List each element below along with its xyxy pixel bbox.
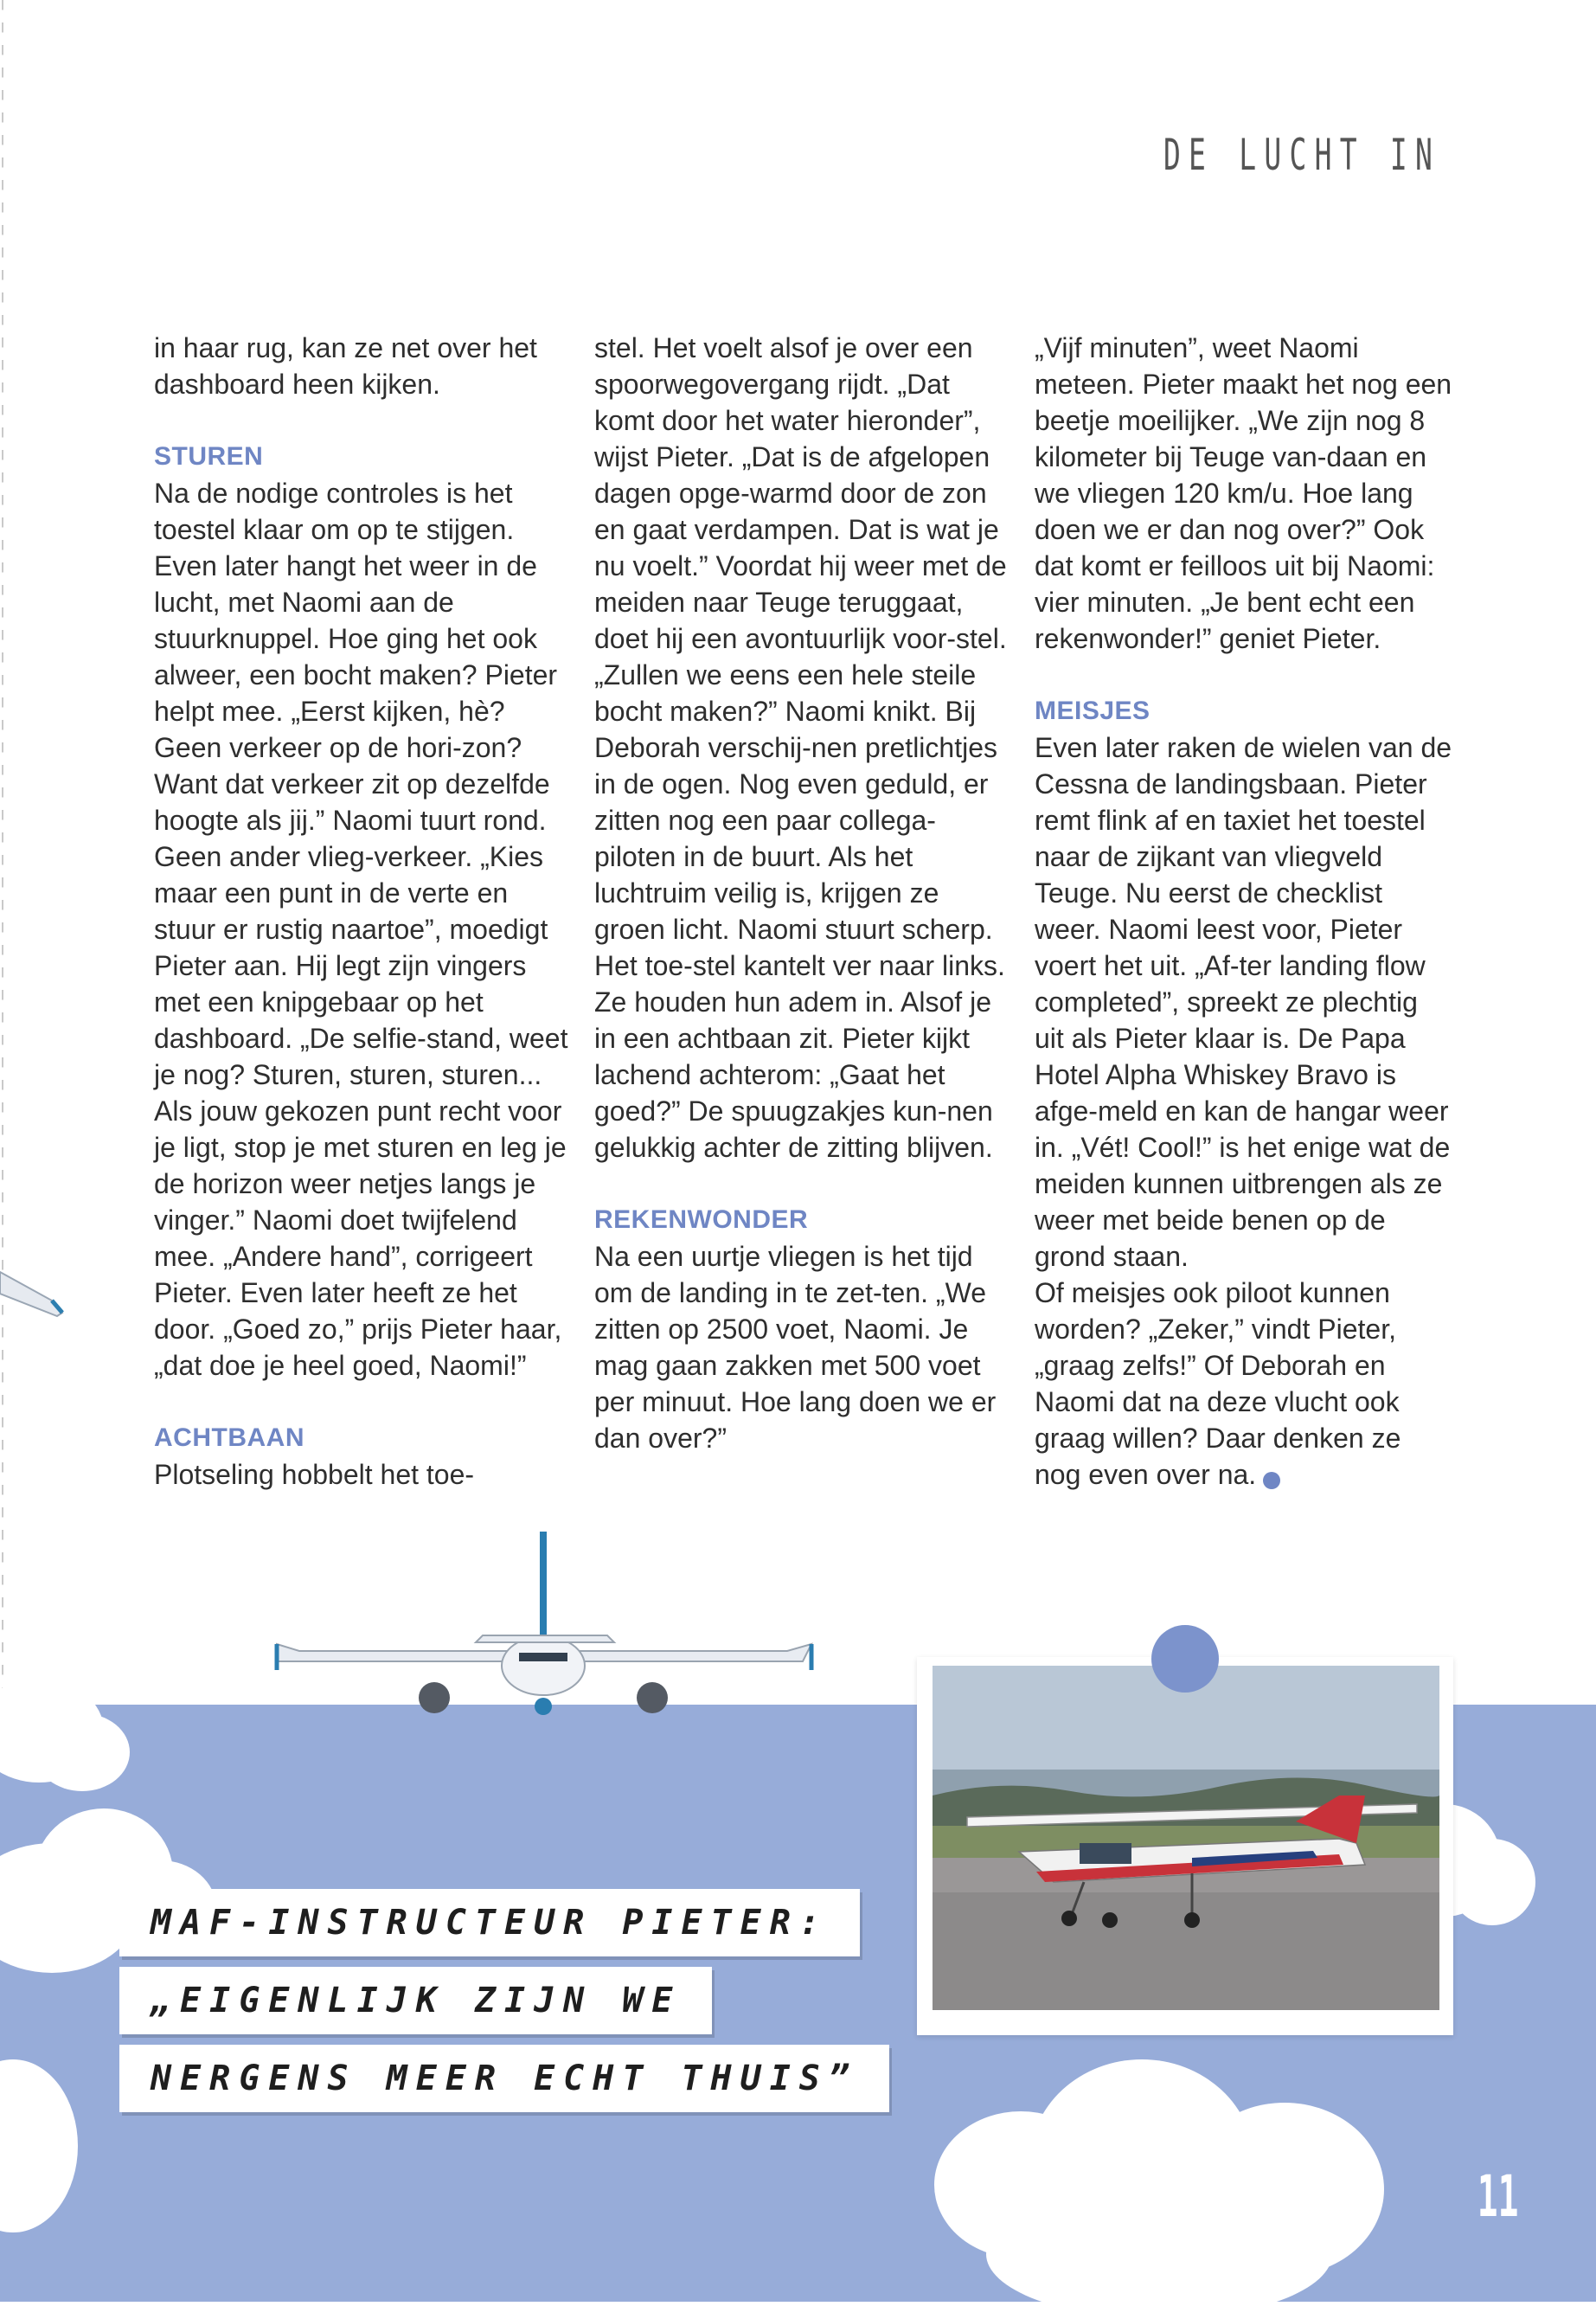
paragraph: Na een uurtje vliegen is het tijd om de landing in te zet-ten. „We zitten op 2500 voet, Naomi. Je mag gaan zakken met 500 voet per minuut. Hoe lang doen we er dan over?” [594,1241,997,1454]
cessna-photo [933,1666,1439,2010]
quote-line-2: „EIGENLIJK ZIJN WE [119,1967,712,2034]
heading-meisjes: MEISJES [1035,697,1151,725]
heading-achtbaan: ACHTBAAN [154,1423,304,1452]
paragraph: Plotseling hobbelt het toe- [154,1459,475,1490]
article-column-1 [154,330,574,1493]
heading-rekenwonder: REKENWONDER [594,1205,809,1234]
heading-sturen: STUREN [154,442,264,471]
cloud-left-top [0,1644,138,1783]
paragraph: stel. Het voelt alsof je over een spoorwegovergang rijdt. „Dat komt door het water hieronder”, wijst Pieter. „Dat is de afgelopen dagen opge-warmd door de zon en gaat verdampen. Dat is wat je nu voelt.” Voordat hij weer met de meiden naar Teuge teruggaat, doet hij een avontuurlijk voor-stel. „Zullen we eens een hele steile bocht maken?” Naomi knikt. Bij Deborah verschij-nen pretlichtjes in de ogen. Nog even geduld, er zitten nog een paar collega-piloten in de buurt. Als het luchtruim veilig is, krijgen ze groen licht. Naomi stuurt scherp. Het toe-stel kantelt ver naar links. Ze houden hun adem in. Alsof je in een achtbaan zit. Pieter kijkt lachend achterom: „Gaat het goed?” De spuugzakjes kun-nen gelukkig achter de zitting blijven. [594,332,1007,1163]
paragraph-closing [1035,1275,1454,1493]
closing-text: Of meisjes ook piloot kunnen worden? „Zeker,” vindt Pieter, „graag zelfs!” Of Deborah en Naomi dat na deze vlucht ook graag willen? Daar denken ze nog even over na. [1035,1277,1401,1490]
quote-line-1: MAF-INSTRUCTEUR PIETER: [119,1889,860,1956]
paragraph: „Vijf minuten”, weet Naomi meteen. Pieter maakt het nog een beetje moeilijker. „We zijn nog 8 kilometer bij Teuge van-daan en we vliegen 120 km/u. Hoe lang doen we er dan nog over?” Ook dat komt er feilloos uit bij Naomi: vier minuten. „Je bent echt een rekenwonder!” geniet Pieter. [1035,332,1452,654]
paragraph: Na de nodige controles is het toestel klaar om op te stijgen. Even later hangt het weer in de lucht, met Naomi aan de stuurknuppel. Hoe ging het ook alweer, een bocht maken? Pieter helpt mee. „Eerst kijken, hè? Geen verkeer op de hori-zon? Want dat verkeer zit op dezelfde hoogte als jij.” Naomi tuurt rond. Geen ander vlieg-verkeer. „Kies maar een punt in de verte en stuur er rustig naartoe”, moedigt Pieter aan. Hij legt zijn vingers met een knipgebaar op het dashboard. „De selfie-stand, weet je nog? Sturen, sturen, sturen... Als jouw gekozen punt recht voor je ligt, stop je met sturen en leg je de horizon weer netjes langs je vinger.” Naomi doet twijfelend mee. „Andere hand”, corrigeert Pieter. Even later heeft ze het door. „Goed zo,” prijs Pieter haar, „dat doe je heel goed, Naomi!” [154,478,568,1381]
photo-frame [917,1657,1453,2035]
quote-line-3: NERGENS MEER ECHT THUIS” [119,2045,889,2112]
paragraph: Even later raken de wielen van de Cessna de landingsbaan. Pieter remt flink af en taxiet het toestel naar de zijkant van vliegveld Teuge. Nu eerst de checklist weer. Naomi leest voor, Pieter voert het uit. „Af-ter landing flow completed”, spreekt ze plechtig uit als Pieter klaar is. De Papa Hotel Alpha Whiskey Bravo is afge-meld en kan de hangar weer in. „Vét! Cool!” is het enige wat de meiden kunnen uitbrengen als ze weer met beide benen op de grond staan. [1035,732,1452,1272]
cloud-bottom-center [934,2059,1401,2302]
end-of-article-dot [1263,1472,1280,1489]
cessna-plane-illustration [268,1523,822,1722]
cloud-left-bottom [0,2059,104,2232]
section-title: DE LUCHT IN [1163,130,1440,180]
photo-pin [1151,1625,1219,1693]
article-column-2 [594,330,1014,1456]
article-column-3 [1035,330,1454,1493]
page-number: 11 [1477,2163,1518,2230]
plane-wing-tip-illustration [0,1259,78,1328]
paragraph: in haar rug, kan ze net over het dashboard heen kijken. [154,332,537,400]
